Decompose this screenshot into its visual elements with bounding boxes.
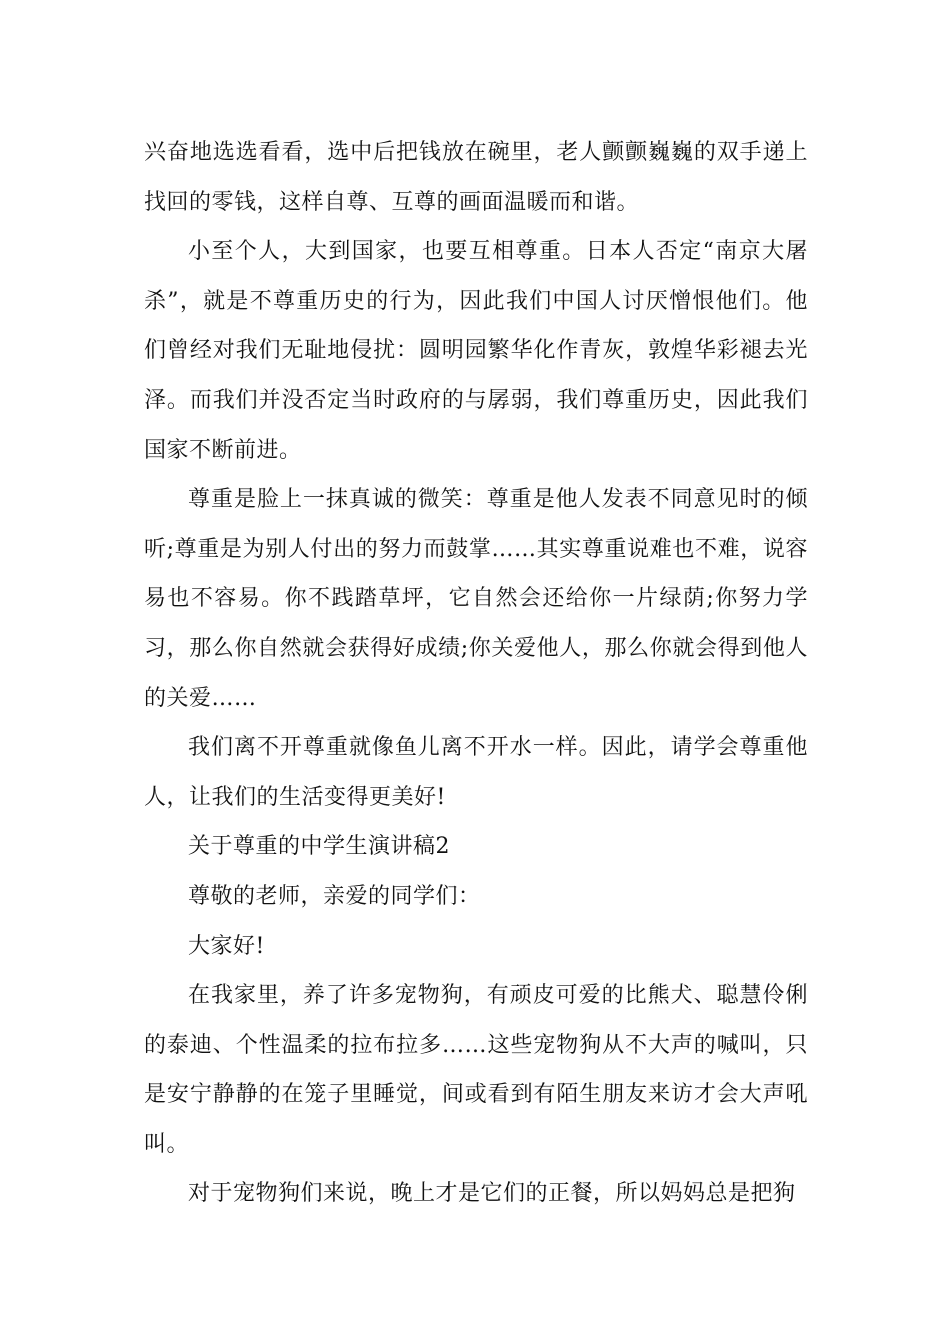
paragraph-respect-is-smile: 尊重是脸上一抹真诚的微笑：尊重是他人发表不同意见时的倾听;尊重是为别人付出的努力而鼓掌……其实尊重说难也不难，说容易也不容易。你不践踏草坪，它自然会还给你一片绿荫;你努力学习，那么你自然就会获得好成绩;你关爱他人，那么你就会得到他人的关爱…… — [144, 487, 808, 711]
salutation: 尊敬的老师，亲爱的同学们： — [188, 883, 481, 909]
paragraph-pet-dogs: 在我家里，养了许多宠物狗，有顽皮可爱的比熊犬、聪慧伶俐的泰迪、个性温柔的拉布拉多……这些宠物狗从不大声的喊叫，只是安宁静静的在笼子里睡觉，间或看到有陌生朋友来访才会大声吼叫。 — [144, 983, 808, 1157]
paragraph-mutual-respect-nation: 小至个人，大到国家，也要互相尊重。日本人否定“南京大屠杀”，就是不尊重历史的行为，因此我们中国人讨厌憎恨他们。他们曾经对我们无耻地侵扰：圆明园繁华化作青灰，敦煌华彩褪去光泽。而我们并没否定当时政府的与孱弱，我们尊重历史，因此我们国家不断前进。 — [144, 239, 808, 463]
paragraph-continuation: 兴奋地选选看看，选中后把钱放在碗里，老人颤颤巍巍的双手递上找回的零钱，这样自尊、互尊的画面温暖而和谐。 — [144, 140, 808, 215]
greeting: 大家好! — [188, 933, 265, 959]
document-body — [144, 128, 808, 1219]
paragraph-dogs-dinner: 对于宠物狗们来说，晚上才是它们的正餐，所以妈妈总是把狗 — [188, 1181, 796, 1207]
section-title-speech-2: 关于尊重的中学生演讲稿2 — [188, 834, 450, 860]
paragraph-conclusion: 我们离不开尊重就像鱼儿离不开水一样。因此，请学会尊重他人，让我们的生活变得更美好! — [144, 735, 808, 810]
